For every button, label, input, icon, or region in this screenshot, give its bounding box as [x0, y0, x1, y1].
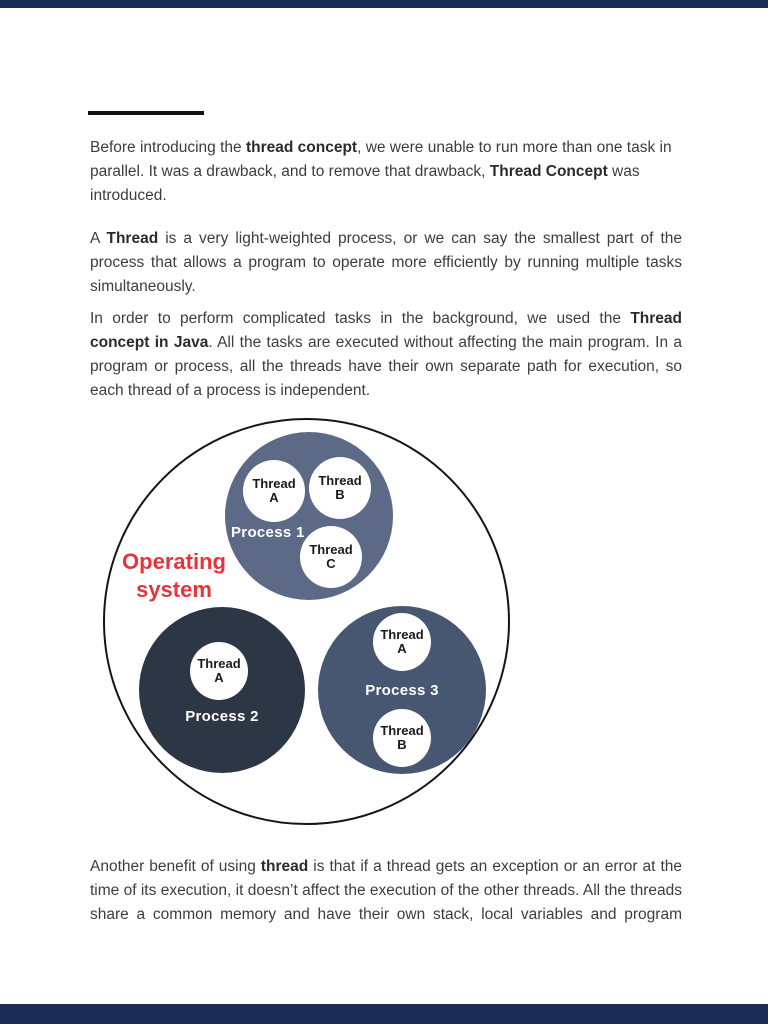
text-run: . All the tasks are executed without affecting the main program. In a program or process, all the threads have their own separate path for execution, so each thread of a process is independent. [90, 334, 683, 399]
text-run: , we were unable to run more than one task in parallel. It was a drawback, and to remove that drawback, [90, 139, 672, 180]
section-divider-rule [88, 111, 204, 115]
thread-label: Thread [380, 723, 424, 738]
bottom-page-edge-bar [0, 1004, 768, 1024]
bold-text: thread concept [245, 139, 358, 156]
thread-label: Thread [197, 656, 241, 671]
process-2-label: Process 2 [185, 708, 259, 725]
thread-a-circle-process1 [243, 460, 305, 522]
thread-b-circle-process3 [373, 709, 431, 767]
process-3-label: Process 3 [365, 682, 439, 699]
thread-label: Thread [318, 473, 362, 488]
text-run: A [90, 230, 107, 247]
thread-b-circle-process1 [309, 457, 371, 519]
text-run: Another benefit of using [90, 858, 261, 875]
paragraph-2 [90, 227, 682, 299]
process-1-label: Process 1 [231, 524, 305, 541]
thread-label: B [335, 487, 345, 502]
bold-text: Thread concept in Java [90, 310, 682, 351]
os-label-line2: system [136, 577, 212, 602]
thread-label: B [397, 737, 407, 752]
paragraph-4 [90, 855, 682, 927]
bold-text: Thread Concept [489, 163, 608, 180]
thread-a-circle-process3 [373, 613, 431, 671]
operating-system-label [116, 548, 232, 604]
text-run: is a very light-weighted process, or we can say the smallest part of the process that allows a program to operate more efficiently by running multiple tasks simultaneously. [90, 230, 682, 295]
bold-text: Thread [106, 230, 159, 247]
os-label-line1: Operating [122, 549, 226, 574]
text-run: Before introducing the [90, 139, 246, 156]
thread-label: C [326, 556, 336, 571]
thread-a-circle-process2 [190, 642, 248, 700]
thread-c-circle-process1 [300, 526, 362, 588]
thread-label: Thread [380, 627, 424, 642]
text-run: In order to perform complicated tasks in the background, we used the [90, 310, 631, 327]
thread-label: A [214, 670, 224, 685]
paragraph-3 [90, 307, 682, 403]
paragraph-1 [90, 136, 682, 208]
thread-label: A [397, 641, 407, 656]
thread-label: A [269, 490, 279, 505]
text-run: was introduced. [90, 163, 640, 204]
thread-process-diagram [0, 415, 768, 845]
thread-label: Thread [309, 542, 353, 557]
text-run: is that if a thread gets an exception or an error at the time of its execution, it doesn’t affect the execution of the other threads. All the threads share a common memory and have their own stack, local variables and program [90, 858, 682, 923]
bold-text: thread [260, 858, 309, 875]
thread-label: Thread [252, 476, 296, 491]
top-page-edge-bar [0, 0, 768, 8]
